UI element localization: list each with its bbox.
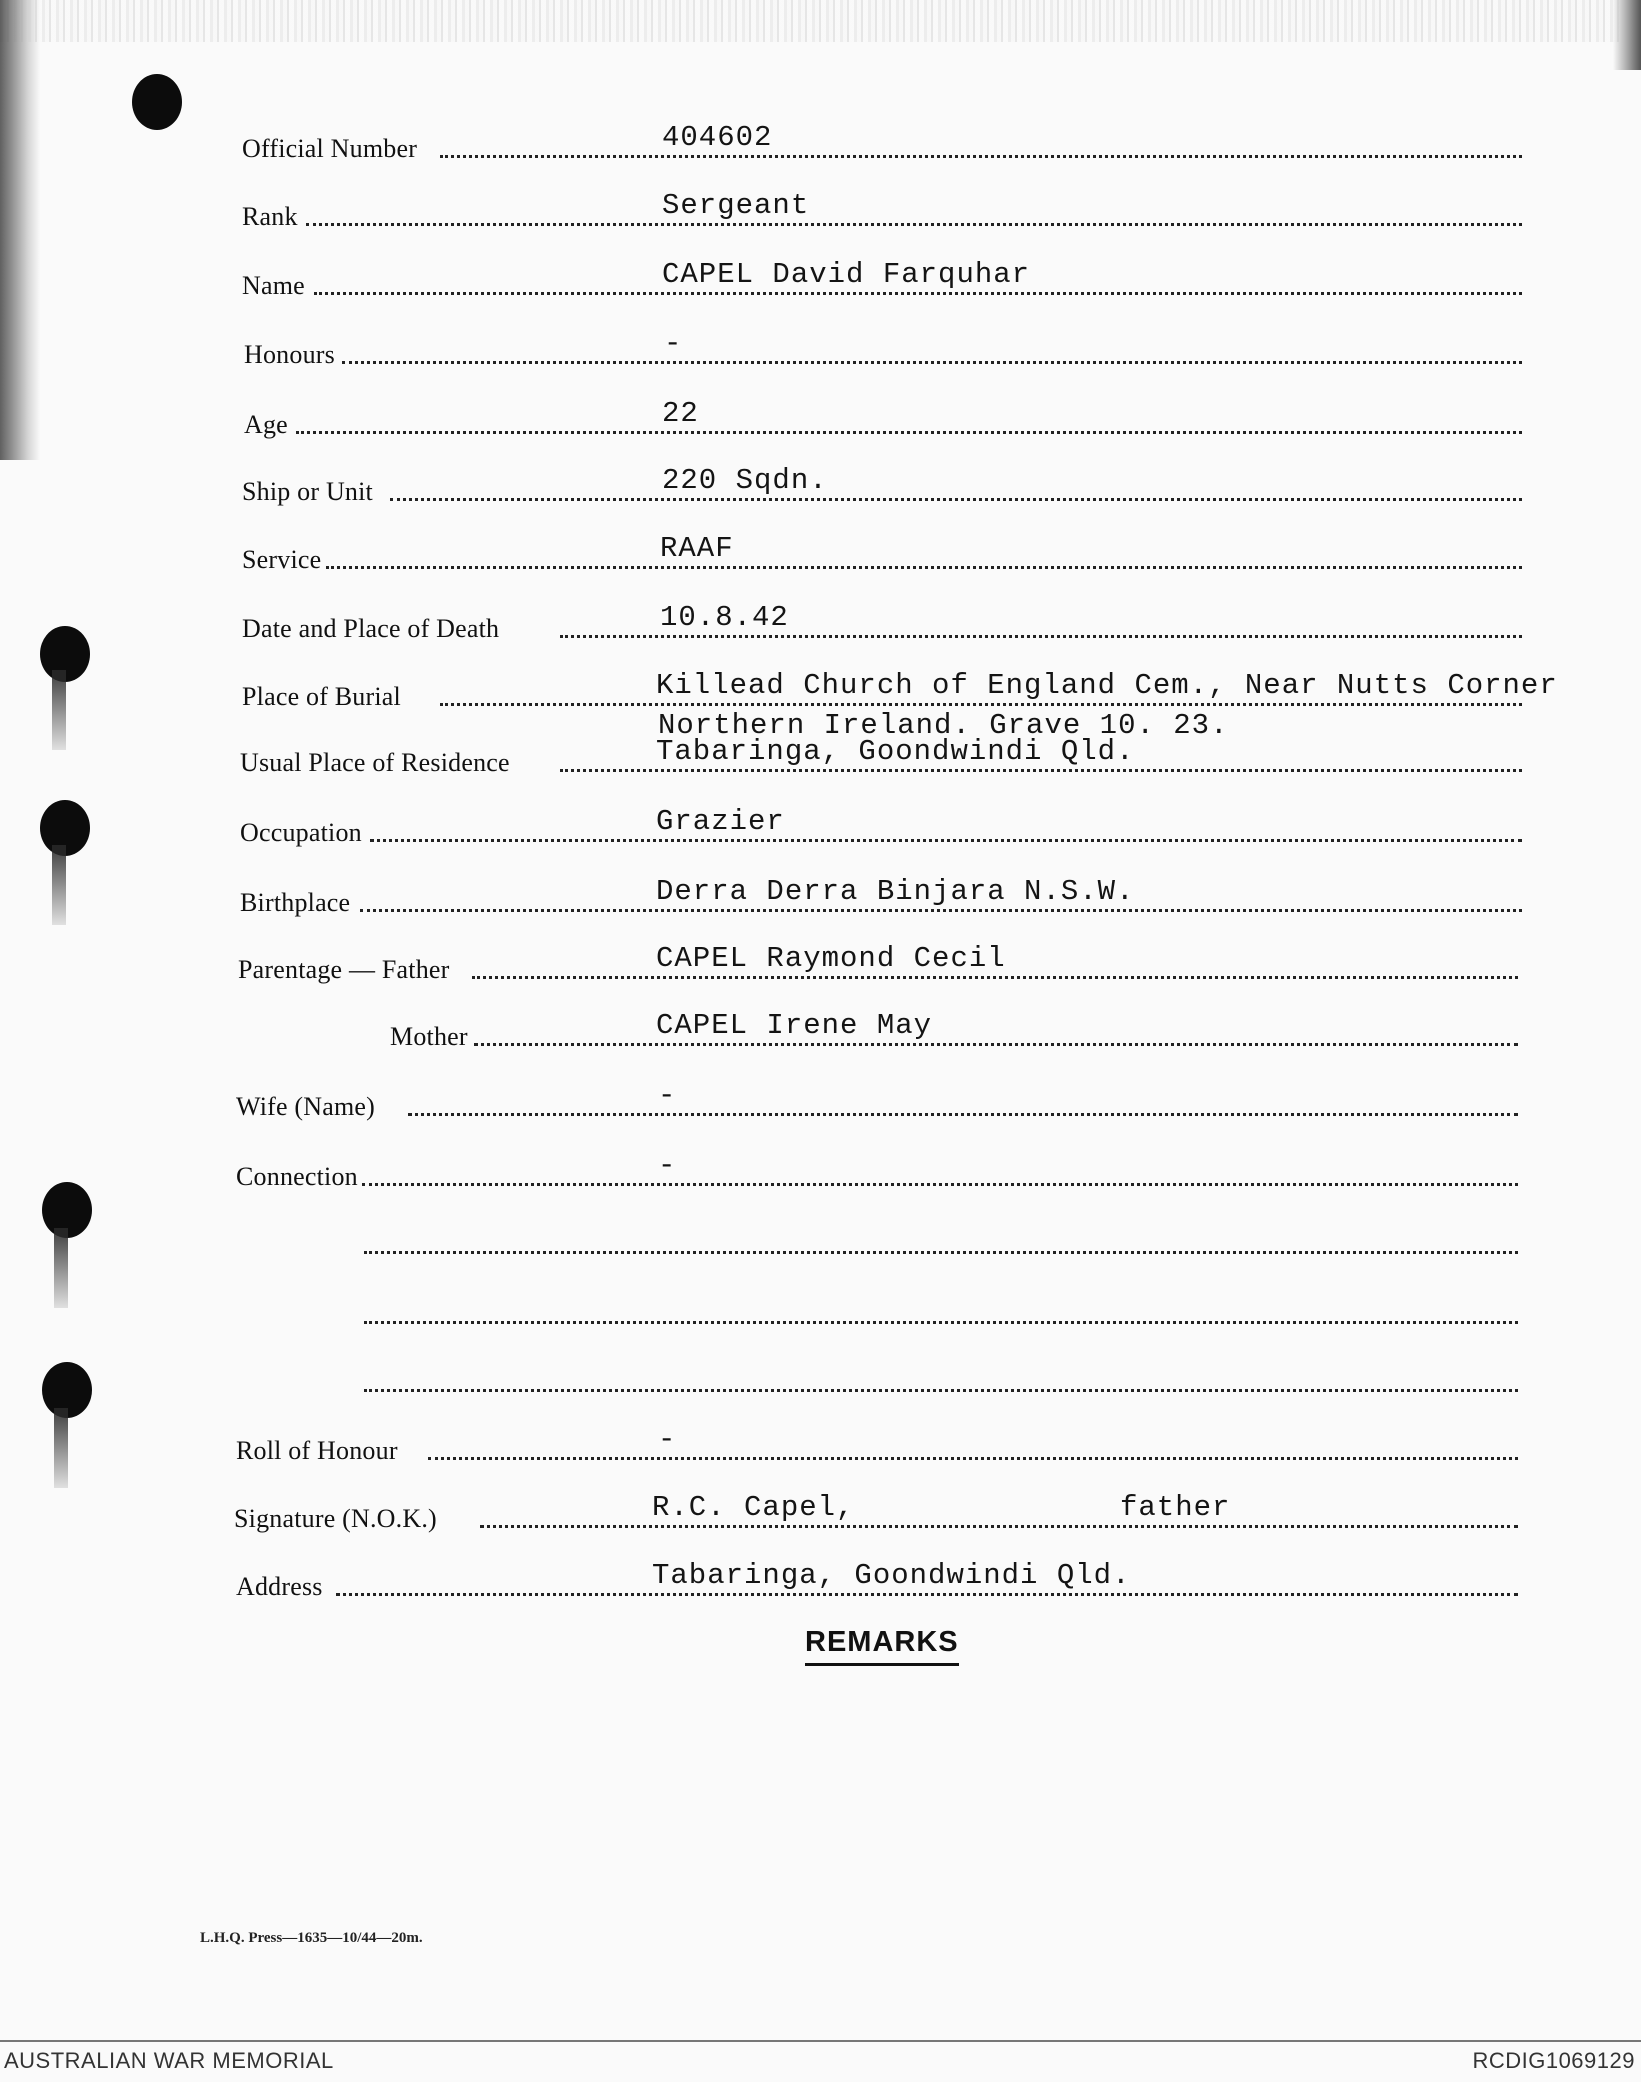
field-value: - (658, 1079, 677, 1112)
field-honours (0, 327, 1641, 370)
field-value: CAPEL David Farquhar (662, 258, 1031, 291)
field-value-line2: Northern Ireland. Grave 10. 23. (658, 709, 1229, 742)
dotted-line (440, 155, 1522, 158)
field-label: Place of Burial (242, 682, 401, 711)
field-age (0, 397, 1641, 440)
field-value: CAPEL Irene May (656, 1009, 933, 1042)
field-label: Signature (N.O.K.) (234, 1504, 437, 1533)
punch-hole (132, 74, 182, 130)
field-signature (0, 1491, 1641, 1534)
field-value: - (658, 1423, 677, 1456)
field-label: Connection (236, 1162, 358, 1191)
field-value: 22 (662, 397, 699, 430)
field-label: Date and Place of Death (242, 614, 500, 643)
footer-record-id: RCDIG1069129 (1472, 2048, 1635, 2073)
dotted-line (360, 909, 1522, 912)
dotted-line (362, 1183, 1518, 1186)
field-value: Grazier (656, 805, 785, 838)
field-label: Address (236, 1572, 323, 1601)
field-date-place-death (0, 601, 1641, 644)
field-connection (0, 1149, 1641, 1192)
field-official-number (0, 121, 1641, 164)
field-value: RAAF (660, 532, 734, 565)
field-label: Official Number (242, 134, 418, 163)
field-label: Birthplace (240, 888, 351, 917)
dotted-line (560, 769, 1522, 772)
field-value: 220 Sqdn. (662, 464, 828, 497)
signature-relation: father (1120, 1491, 1231, 1524)
field-label: Wife (Name) (236, 1092, 376, 1121)
dotted-line (472, 976, 1518, 979)
field-occupation (0, 805, 1641, 848)
field-mother (0, 1009, 1641, 1052)
field-rank (0, 189, 1641, 232)
field-value: - (658, 1149, 677, 1182)
field-label: Parentage — Father (238, 955, 450, 984)
field-value: CAPEL Raymond Cecil (656, 942, 1006, 975)
field-label: Roll of Honour (236, 1436, 398, 1465)
printer-imprint: L.H.Q. Press—1635—10/44—20m. (200, 1930, 423, 1946)
field-value: Tabaringa, Goondwindi Qld. (652, 1559, 1131, 1592)
scan-edge-right (1613, 0, 1641, 70)
dotted-line (306, 223, 1522, 226)
field-birthplace (0, 875, 1641, 918)
field-label: Service (242, 545, 322, 574)
field-name (0, 258, 1641, 301)
field-label: Name (242, 271, 305, 300)
dotted-line (364, 1389, 1518, 1392)
field-value: - (664, 327, 683, 360)
dotted-line (370, 839, 1522, 842)
dotted-line (326, 566, 1522, 569)
connection-blank-line (0, 1358, 1641, 1398)
dotted-line (408, 1113, 1518, 1116)
field-roll-of-honour (0, 1423, 1641, 1466)
field-father (0, 942, 1641, 985)
connection-blank-line (0, 1220, 1641, 1260)
dotted-line (364, 1321, 1518, 1324)
field-label: Rank (242, 202, 298, 231)
field-label: Mother (390, 1022, 468, 1051)
footer-divider (0, 2040, 1641, 2042)
dotted-line (480, 1525, 1518, 1528)
field-label: Usual Place of Residence (240, 748, 510, 777)
dotted-line (342, 361, 1522, 364)
field-wife (0, 1079, 1641, 1122)
field-value: 404602 (662, 121, 773, 154)
field-service (0, 532, 1641, 575)
field-label: Age (244, 410, 288, 439)
field-address (0, 1559, 1641, 1602)
dotted-line (560, 635, 1522, 638)
field-ship-or-unit (0, 464, 1641, 507)
field-label: Occupation (240, 818, 362, 847)
field-label: Honours (244, 340, 335, 369)
field-value: Killead Church of England Cem., Near Nutts Corner (656, 669, 1558, 702)
connection-blank-line (0, 1290, 1641, 1330)
dotted-line (364, 1251, 1518, 1254)
remarks-heading: REMARKS (805, 1626, 959, 1666)
field-value: Derra Derra Binjara N.S.W. (656, 875, 1135, 908)
field-value: Sergeant (662, 189, 810, 222)
footer-institution: AUSTRALIAN WAR MEMORIAL (4, 2048, 334, 2073)
field-value: Tabaringa, Goondwindi Qld. (656, 735, 1135, 768)
field-usual-residence (0, 735, 1641, 778)
dotted-line (428, 1457, 1518, 1460)
scan-edge-top (0, 0, 1641, 42)
dotted-line (296, 431, 1522, 434)
dotted-line (314, 292, 1522, 295)
dotted-line (474, 1043, 1518, 1046)
field-value: R.C. Capel, (652, 1491, 855, 1524)
dotted-line (336, 1593, 1518, 1596)
field-value: 10.8.42 (660, 601, 789, 634)
dotted-line (390, 498, 1522, 501)
field-label: Ship or Unit (242, 477, 373, 506)
